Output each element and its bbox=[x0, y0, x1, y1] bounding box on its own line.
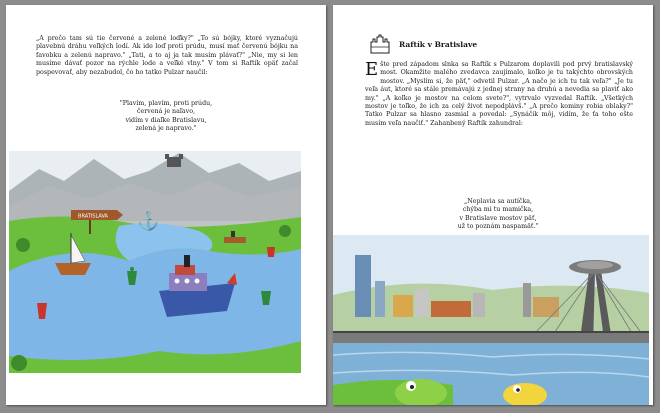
drop-cap: E bbox=[365, 59, 379, 80]
right-page-poem bbox=[423, 198, 573, 232]
poem-line: vidím v diaľke Bratislavu, bbox=[125, 116, 207, 124]
bratislava-bridge-illustration bbox=[333, 235, 649, 405]
right-page-paragraph bbox=[365, 61, 633, 128]
poem-line: „Neplavia sa autíčka, bbox=[463, 198, 533, 205]
poem-line: v Bratislave mostov päť, bbox=[459, 214, 537, 222]
castle-emblem-icon bbox=[369, 34, 391, 54]
poem-line: už to poznám naspamäť." bbox=[457, 223, 539, 231]
poem-line: chýba mi tu mamička, bbox=[462, 206, 534, 214]
left-page bbox=[6, 5, 326, 405]
poem-line: zelená je napravo." bbox=[135, 125, 197, 133]
poem-line: "Plavím, plavím, proti prúdu, bbox=[119, 100, 213, 107]
paragraph-text: šte pred západom slnka sa Raftík s Pulzarom doplavili pod prvý bratislavský most. Okamžite malého zvedavca zaujímalo, koľko je tu takýchto obrovských mostov. „Myslím si, že päť," odvetil Pulzar. „A načo je ich tu tak veľa?" „Je tu veľa áut, ktoré sa stále premávajú z jednej strany na druhú a nevedia sa plaviť ako my." „A koľko je mostov na celom svete?", vytrvalo vyzvedal Raftík. „Všetkých mostov je toľko, že ich za celý život nepodplávš." „A prečo kominy robia oblaky?" Tatko Pulzar sa hlasno zasmial a povedal: „Synáčik môj, vidím, že ťa toho ešte musím veľa naučiť." Zahanbený Raftík zahundral: bbox=[365, 61, 633, 127]
red-buoy bbox=[267, 247, 275, 257]
chapter-header bbox=[369, 34, 609, 54]
chapter-title: Raftík v Bratislave bbox=[399, 40, 478, 49]
river-boat-illustration bbox=[9, 151, 301, 373]
river-scene-drawing bbox=[9, 151, 301, 373]
sign-text: BRATISLAVA bbox=[78, 213, 108, 220]
left-page-paragraph: „A prečo tam sú tie červené a zelené loďky?" „To sú bójky, ktoré vyznačujú plavebnú dráhu veľkých lodí. Ak ide loď proti prúdu, musí mať červenú bójku na favobku a zelenú napravo." „Tati, a to aj ja tak musím plávať?" „Nie, my si len musíme dávať pozor na rýchle lode a veľké vlny." V tom si Raftík opäť začal pospevovať, aby nezabudol, čo ho tatko Pulzar naučil: bbox=[36, 35, 298, 76]
left-page-poem bbox=[96, 100, 236, 134]
anchor-icon: ⚓ bbox=[137, 211, 160, 232]
city-bridge-drawing bbox=[333, 235, 649, 405]
bridge-deck bbox=[333, 333, 649, 343]
right-page bbox=[333, 5, 653, 405]
tower-building bbox=[355, 255, 371, 317]
poem-line: červená je naľavo, bbox=[137, 108, 195, 116]
